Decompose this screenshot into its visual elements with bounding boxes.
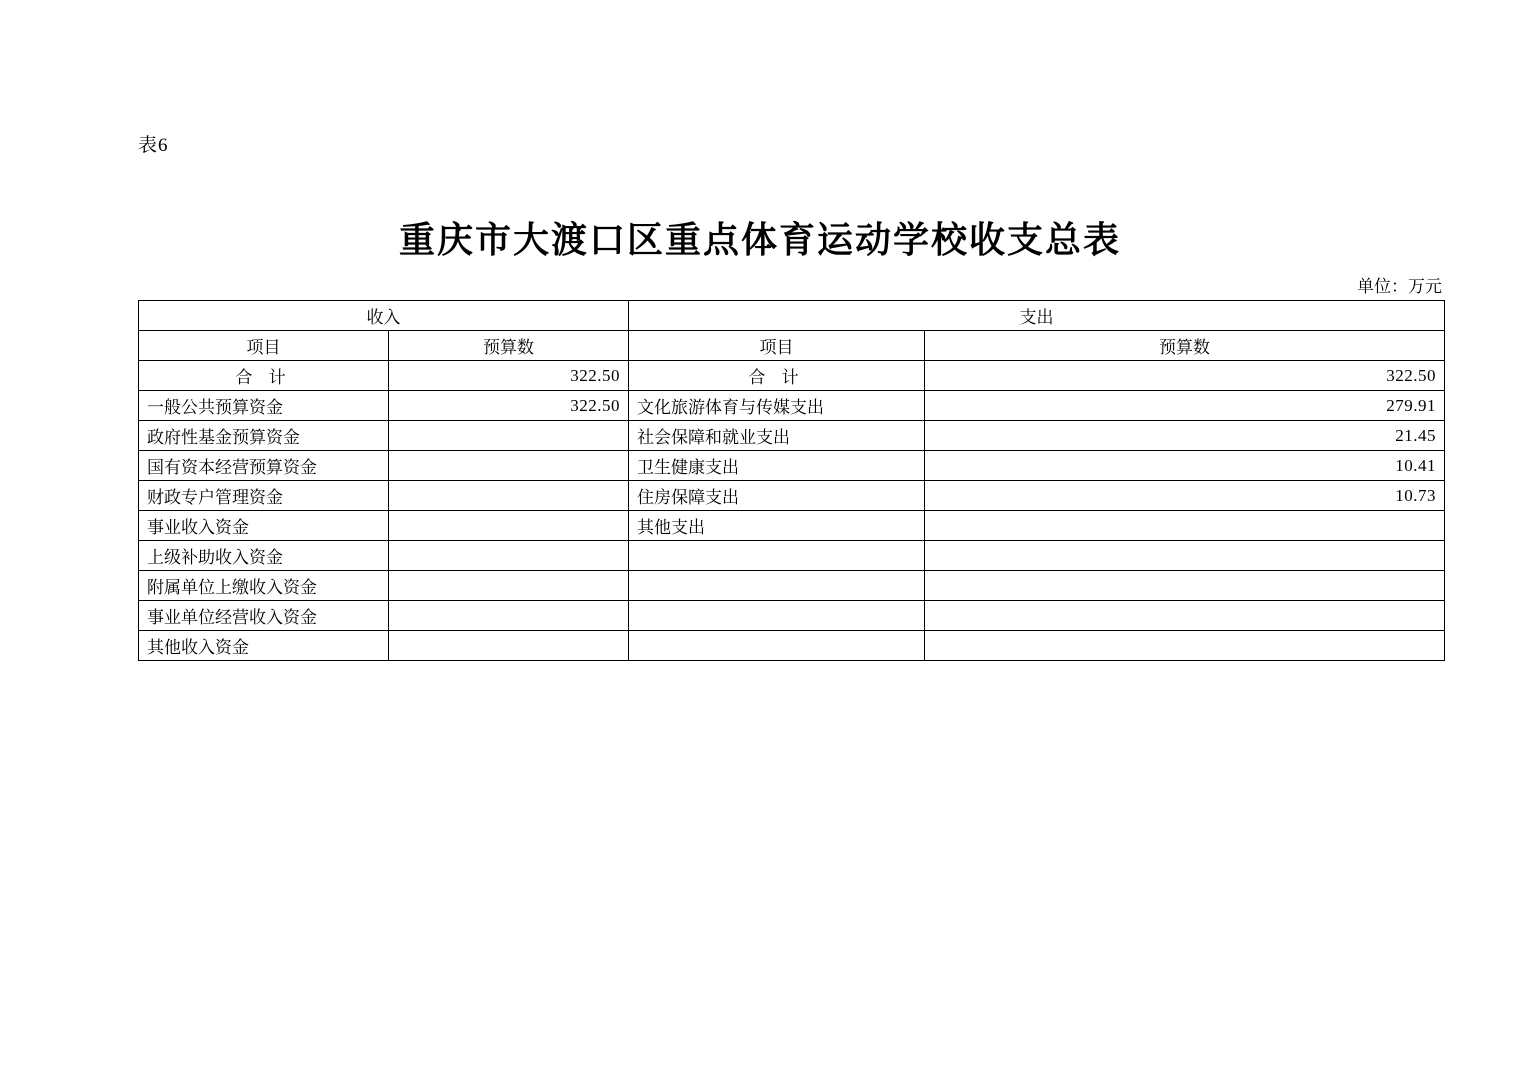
- table-row: [139, 391, 1445, 421]
- income-item-cell: 其他收入资金: [139, 631, 389, 661]
- income-amount-cell: [389, 571, 629, 601]
- unit-note: 单位：万元: [1357, 277, 1442, 296]
- group-header-income: 收入: [139, 301, 629, 331]
- income-amount-cell: [389, 451, 629, 481]
- expenditure-amount-cell: 10.41: [925, 451, 1445, 481]
- group-header-expenditure: 支出: [629, 301, 1445, 331]
- income-amount-cell: [389, 481, 629, 511]
- expenditure-item-cell: [629, 601, 925, 631]
- page-title: 重庆市大渡口区重点体育运动学校收支总表: [398, 219, 1121, 261]
- column-header-income-amount: 预算数: [389, 331, 629, 361]
- income-item-cell: 国有资本经营预算资金: [139, 451, 389, 481]
- expenditure-item-cell: 社会保障和就业支出: [629, 421, 925, 451]
- table-row: [139, 451, 1445, 481]
- expenditure-amount-cell: 279.91: [925, 391, 1445, 421]
- expenditure-item-cell: 其他支出: [629, 511, 925, 541]
- column-header-expenditure-item: 项目: [629, 331, 925, 361]
- column-header-income-item: 项目: [139, 331, 389, 361]
- table-number-label: 表6: [138, 135, 169, 156]
- income-item-cell: 事业单位经营收入资金: [139, 601, 389, 631]
- table-group-header-row: [139, 301, 1445, 331]
- income-amount-cell: [389, 601, 629, 631]
- table-row: [139, 421, 1445, 451]
- table-row: [139, 481, 1445, 511]
- expenditure-amount-cell: 10.73: [925, 481, 1445, 511]
- table-row: [139, 631, 1445, 661]
- table-column-header-row: [139, 331, 1445, 361]
- expenditure-amount-cell: [925, 571, 1445, 601]
- table-row: [139, 361, 1445, 391]
- table-row: [139, 511, 1445, 541]
- expenditure-item-cell: 卫生健康支出: [629, 451, 925, 481]
- income-amount-cell: [389, 421, 629, 451]
- expenditure-item-cell: [629, 631, 925, 661]
- table-row: [139, 541, 1445, 571]
- income-item-cell: 一般公共预算资金: [139, 391, 389, 421]
- income-item-cell: 合 计: [139, 361, 389, 391]
- income-item-cell: 财政专户管理资金: [139, 481, 389, 511]
- expenditure-item-cell: [629, 541, 925, 571]
- expenditure-amount-cell: [925, 541, 1445, 571]
- income-amount-cell: 322.50: [389, 361, 629, 391]
- expenditure-item-cell: 合 计: [629, 361, 925, 391]
- table-row: [139, 571, 1445, 601]
- expenditure-item-cell: 文化旅游体育与传媒支出: [629, 391, 925, 421]
- column-header-expenditure-amount: 预算数: [925, 331, 1445, 361]
- income-amount-cell: 322.50: [389, 391, 629, 421]
- expenditure-item-cell: [629, 571, 925, 601]
- income-item-cell: 事业收入资金: [139, 511, 389, 541]
- expenditure-amount-cell: [925, 511, 1445, 541]
- income-amount-cell: [389, 631, 629, 661]
- expenditure-amount-cell: [925, 631, 1445, 661]
- table-row: [139, 601, 1445, 631]
- income-item-cell: 附属单位上缴收入资金: [139, 571, 389, 601]
- income-amount-cell: [389, 541, 629, 571]
- income-item-cell: 上级补助收入资金: [139, 541, 389, 571]
- income-item-cell: 政府性基金预算资金: [139, 421, 389, 451]
- expenditure-amount-cell: 21.45: [925, 421, 1445, 451]
- expenditure-amount-cell: 322.50: [925, 361, 1445, 391]
- income-amount-cell: [389, 511, 629, 541]
- expenditure-amount-cell: [925, 601, 1445, 631]
- budget-summary-table: [138, 300, 1445, 661]
- expenditure-item-cell: 住房保障支出: [629, 481, 925, 511]
